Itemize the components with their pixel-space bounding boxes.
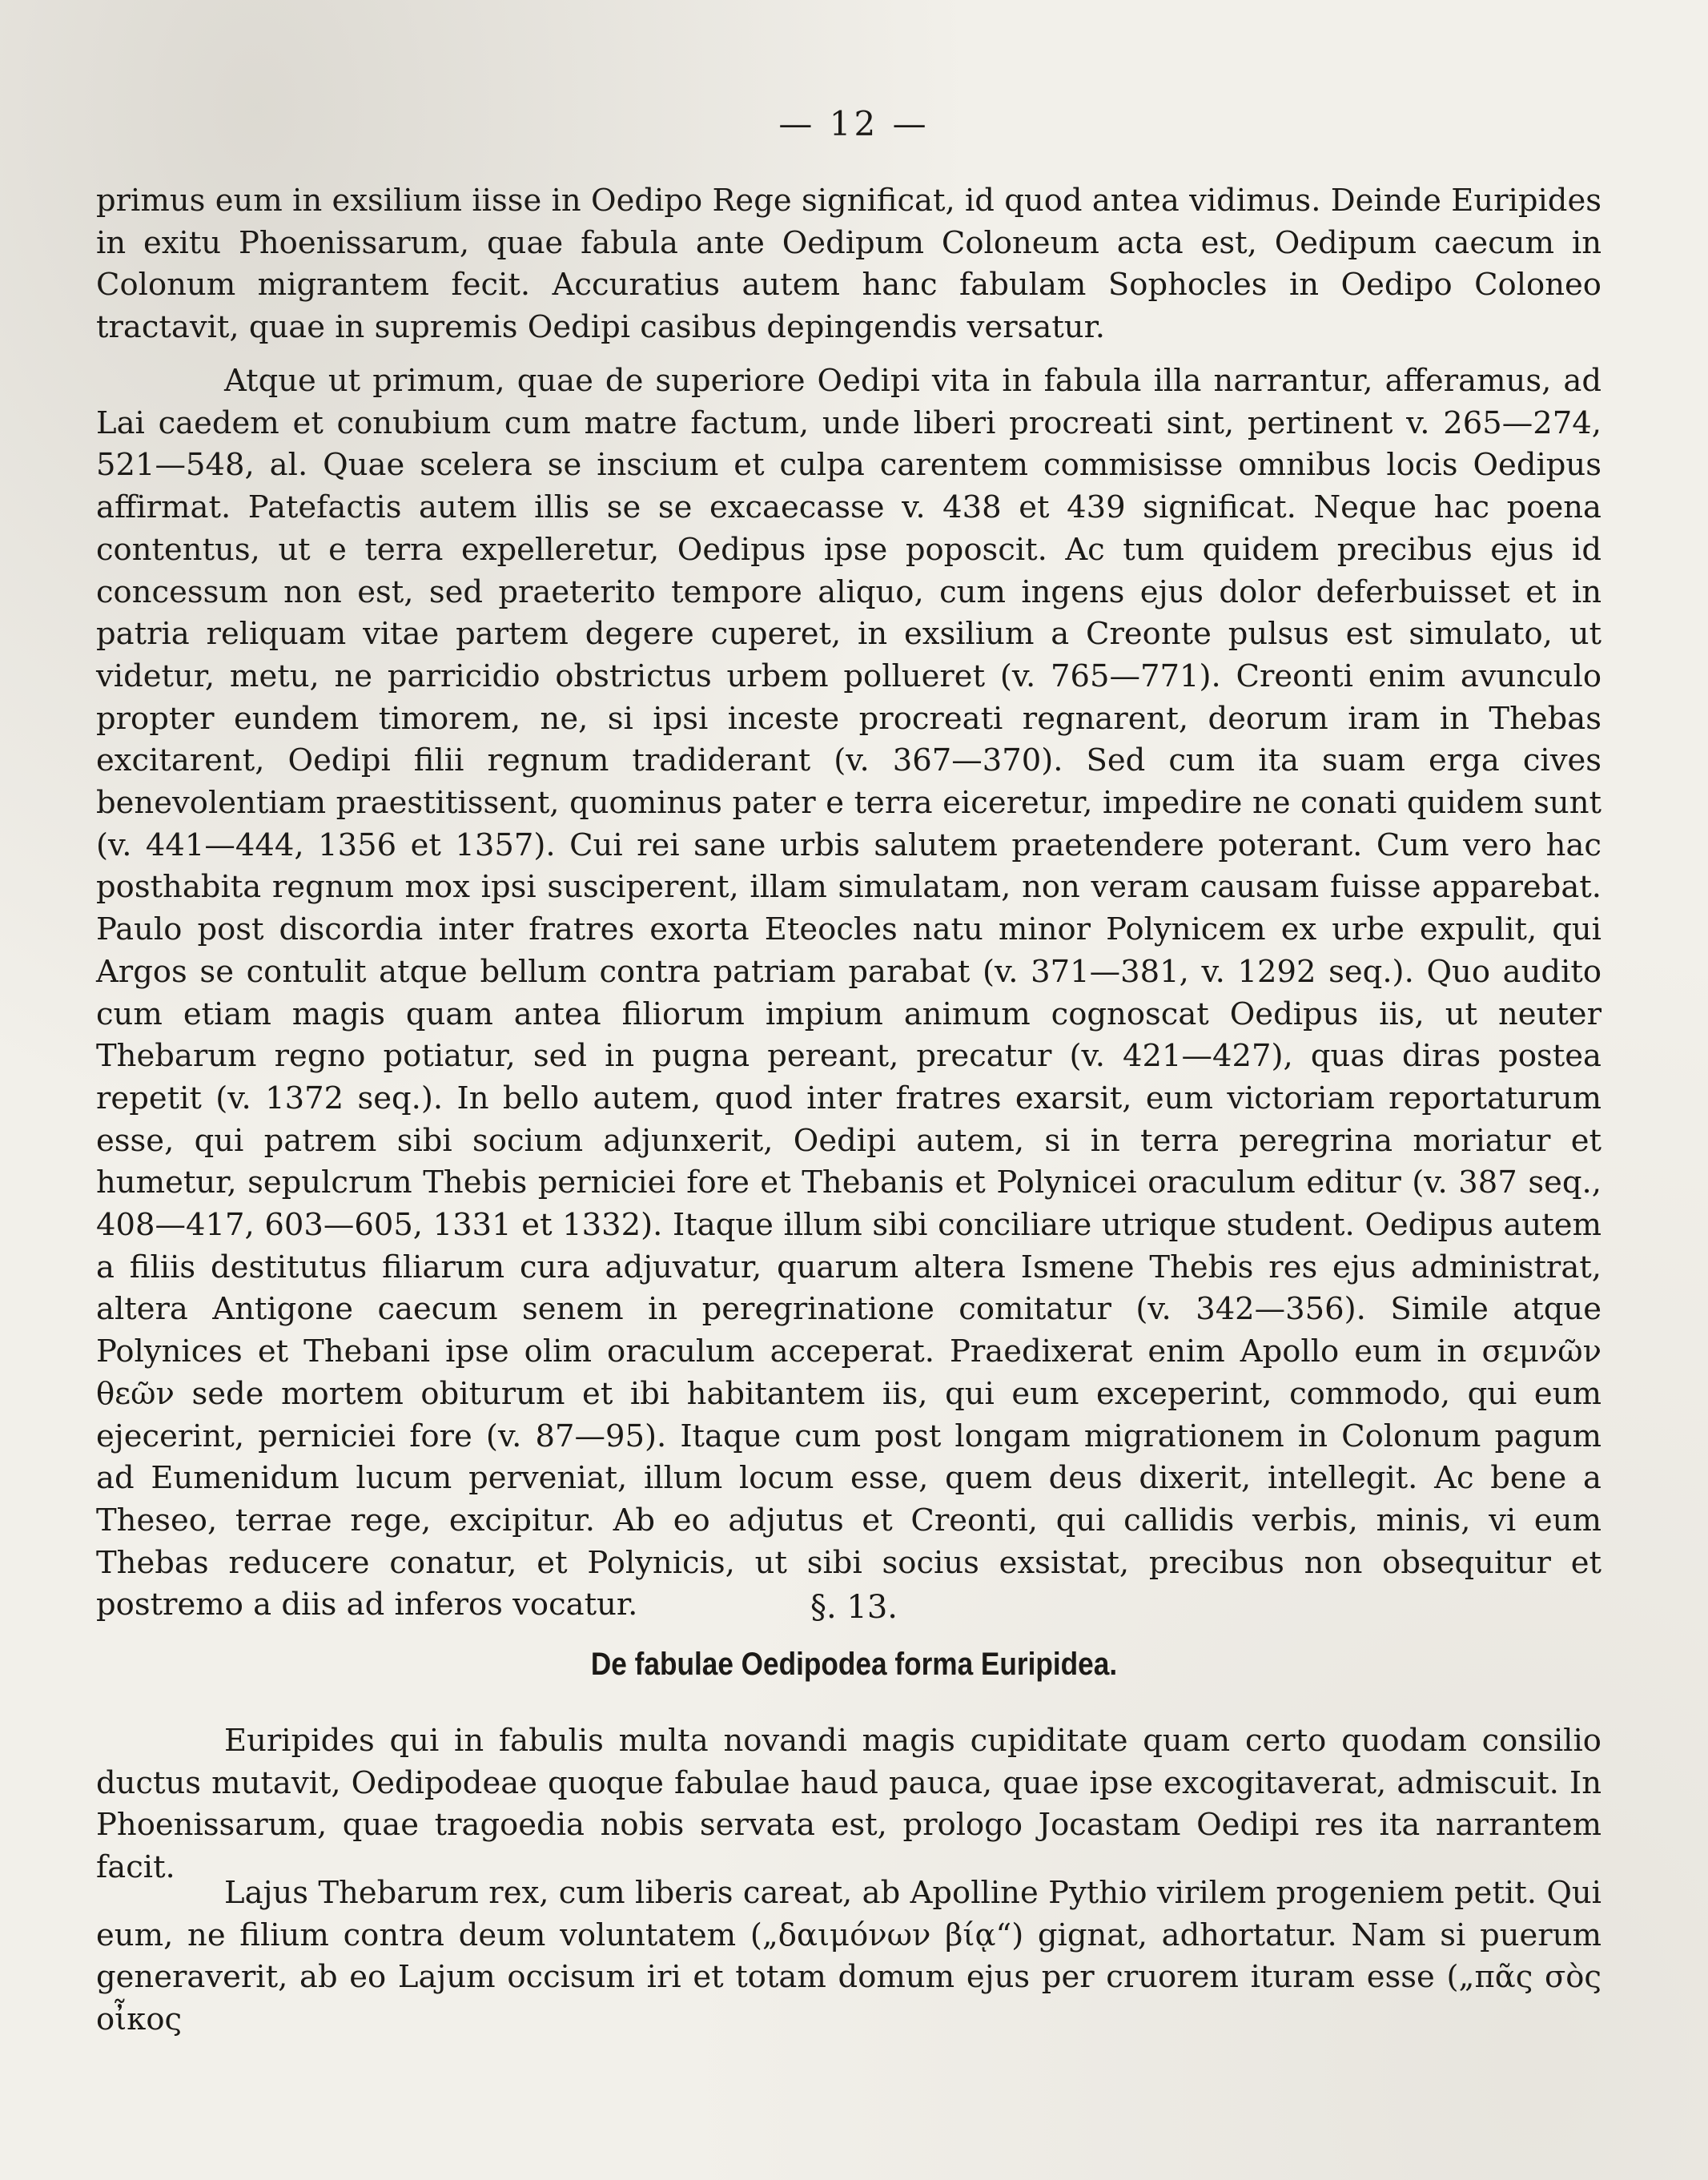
section-paragraph-1-container: [96, 1720, 1602, 1889]
body-paragraph: Atque ut primum, quae de superiore Oedipi vita in fabula illa narrantur, afferamus, ad Lai caedem et conubium cum matre factum, unde liberi procreati sint, pertinent v. 265—274, 521—548, al. Quae scelera se inscium et culpa carentem commisisse omnibus locis Oedipus affirmat. Patefactis autem illis se se excaecasse v. 438 et 439 significat. Neque hac poena contentus, ut e terra expelleretur, Oedipus ipse poposcit. Ac tum quidem precibus ejus id concessum non est, sed praeterito tempore aliquo, cum ingens ejus dolor deferbuisset et in patria reliquam vitae partem degere cuperet, in exsilium a Creonte pulsus est simulato, ut videtur, metu, ne parricidio obstrictus urbem pollueret (v. 765—771). Creonti enim avunculo propter eundem timorem, ne, si ipsi inceste procreati regnarent, deorum iram in Thebas excitarent, Oedipi filii regnum tradiderant (v. 367—370). Sed cum ita suam erga cives benevolentiam praestitissent, quominus pater e terra eiceretur, impedire ne conati quidem sunt (v. 441—444, 1356 et 1357). Cui rei sane urbis salutem praetendere poterant. Cum vero hac posthabita regnum mox ipsi susciperent, illam simulatam, non veram causam fuisse apparebat. Paulo post discordia inter fratres exorta Eteocles natu minor Polynicem ex urbe expulit, qui Argos se contulit atque bellum contra patriam parabat (v. 371—381, v. 1292 seq.). Quo audito cum etiam magis quam antea filiorum impium animum cognoscat Oedipus iis, ut neuter Thebarum regno potiatur, sed in pugna pereant, precatur (v. 421—427), quas diras postea repetit (v. 1372 seq.). In bello autem, quod inter fratres exarsit, eum victoriam reportaturum esse, qui patrem sibi socium adjunxerit, Oedipi autem, si in terra peregrina moriatur et humetur, sepulcrum Thebis perniciei fore et Thebanis et Polynicei oraculum editur (v. 387 seq., 408—417, 603—605, 1331 et 1332). Itaque illum sibi conciliare utrique student. Oedipus autem a filiis destitutus filiarum cura adjuvatur, quarum altera Ismene Thebis res ejus administrat, altera Antigone caecum senem in peregrinatione comitatur (v. 342—356). Simile atque Polynices et Thebani ipse olim oraculum acceperat. Praedixerat enim Apollo eum in σεμνῶν θεῶν sede mortem obiturum et ibi habitantem iis, qui eum exceperint, commodo, qui eum ejecerint, perniciei fore (v. 87—95). Itaque cum post longam migrationem in Colonum pagum ad Eumenidum lucum perveniat, illum locum esse, quem deus dixerit, intellegit. Ac bene a Theseo, terrae rege, excipitur. Ab eo adjutus et Creonti, qui callidis verbis, minis, vi eum Thebas reducere conatur, et Polynicis, ut sibi socius exsistat, precibus non obsequitur et postremo a diis ad inferos vocatur.: [96, 363, 1602, 1623]
body-paragraph-2-container: [96, 360, 1602, 1627]
page-number: — 12 —: [778, 104, 930, 143]
body-paragraph-1-container: [96, 180, 1602, 349]
section-paragraph: Lajus Thebarum rex, cum liberis careat, ab Apolline Pythio virilem progeniem petit. Qui eum, ne filium contra deum voluntatem („δαιμόνων βίᾳ“) gignat, adhortatur. Nam si puerum generaverit, ab eo Lajum occisum iri et totam domum ejus per cruorem ituram esse („πᾶς σὸς οἶκος: [96, 1875, 1602, 2038]
section-paragraph-2-container: [96, 1872, 1602, 2041]
section-title: De fabulae Oedipodea forma Euripidea.: [590, 1647, 1118, 1682]
section-paragraph: Euripides qui in fabulis multa novandi magis cupiditate quam certo quodam consilio ductus mutavit, Oedipodeae quoque fabulae haud pauca, quae ipse excogitaverat, admiscuit. In Phoenissarum, quae tragoedia nobis servata est, prologo Jocastam Oedipi res ita narrantem facit.: [96, 1723, 1602, 1886]
section-number: §. 13.: [810, 1589, 898, 1626]
body-paragraph: primus eum in exsilium iisse in Oedipo Rege significat, id quod antea vidimus. Deinde Euripides in exitu Phoenissarum, quae fabula ante Oedipum Coloneum acta est, Oedipum caecum in Colonum migrantem fecit. Accuratius autem hanc fabulam Sophocles in Oedipo Coloneo tractavit, quae in supremis Oedipi casibus depingendis versatur.: [96, 183, 1602, 346]
